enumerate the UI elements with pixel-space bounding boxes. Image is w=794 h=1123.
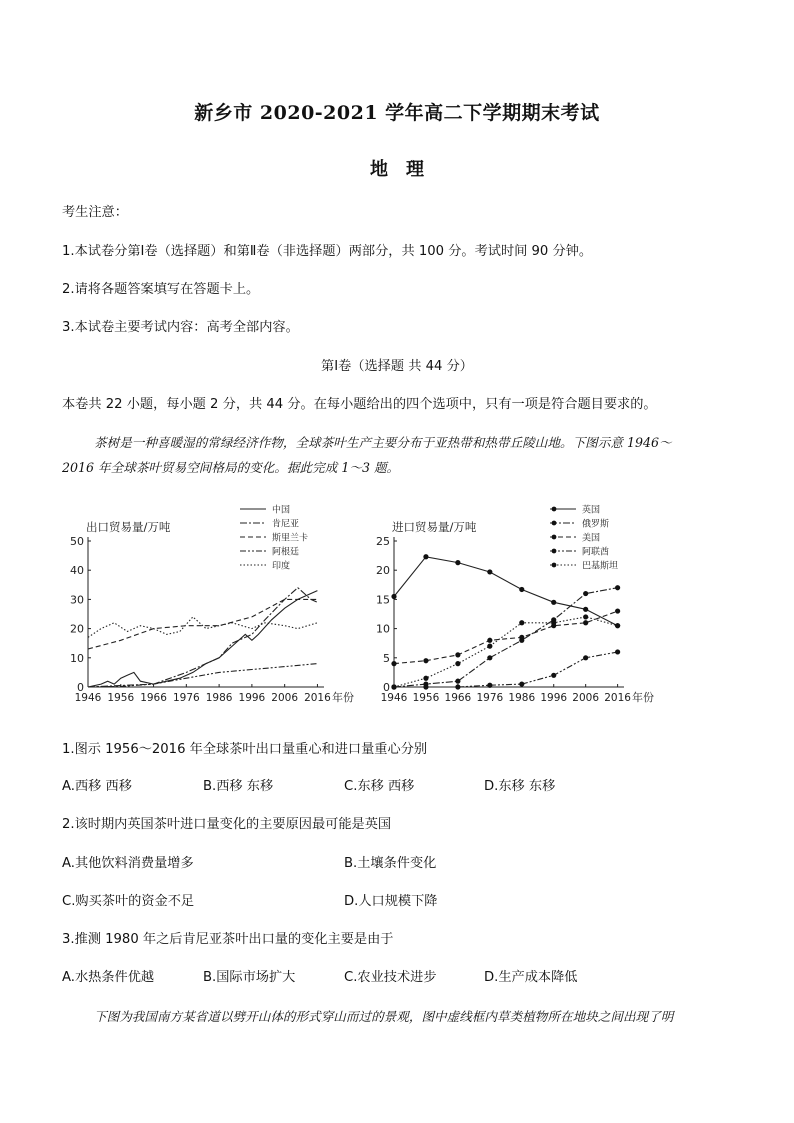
import-data-point: [583, 620, 588, 625]
export-chart: [60, 495, 354, 710]
import-legend-label-3: 美国: [582, 533, 601, 544]
q3-option-a[interactable]: A.水热条件优越: [62, 970, 155, 985]
import-data-point: [519, 620, 524, 625]
import-x-tick-label: 1956: [412, 692, 440, 704]
import-data-point: [551, 620, 556, 625]
import-data-point: [391, 684, 396, 689]
export-x-tick-label: 1976: [172, 692, 200, 704]
export-y-tick-label: 10: [70, 651, 84, 665]
import-y-tick-label: 10: [376, 622, 390, 636]
passage2-line-1: 下图为我国南方某省道以劈开山体的形式穿山而过的景观，图中虚线框内草类植物所在地块之间出现了明: [94, 1009, 674, 1024]
import-y-tick-label: 0: [383, 681, 390, 694]
export-y-tick-label: 50: [70, 535, 84, 548]
notice-item-1: 1.本试卷分第Ⅰ卷（选择题）和第Ⅱ卷（非选择题）两部分，共 100 分。考试时间 90 分钟。: [62, 244, 593, 259]
import-x-tick-label: 2006: [572, 692, 600, 704]
q1-option-a[interactable]: A.西移 西移: [62, 779, 132, 794]
q2-option-d[interactable]: D.人口规模下降: [344, 894, 438, 909]
export-legend-label-5: 印度: [272, 561, 291, 572]
export-y-axis-title: 出口贸易量/万吨: [86, 520, 171, 534]
import-data-point: [551, 673, 556, 678]
import-data-point: [487, 638, 492, 643]
export-series-line-4: [88, 664, 317, 687]
import-data-point: [583, 655, 588, 660]
export-legend-label-1: 中国: [272, 505, 291, 516]
import-x-tick-label: 1996: [540, 692, 568, 704]
import-y-tick-label: 5: [383, 651, 390, 665]
export-x-tick-label: 1946: [74, 692, 102, 704]
import-y-tick-label: 20: [376, 564, 390, 578]
export-legend-label-4: 阿根廷: [272, 547, 300, 558]
import-y-tick-label: 25: [376, 535, 390, 548]
import-data-point: [423, 658, 428, 663]
import-legend-marker: [552, 535, 557, 540]
import-data-point: [391, 594, 396, 599]
export-legend-label-2: 肯尼亚: [272, 519, 300, 530]
q1-option-d[interactable]: D.东移 东移: [484, 779, 556, 794]
notice-heading: 考生注意：: [62, 205, 128, 220]
import-legend-label-1: 英国: [582, 505, 601, 516]
import-x-tick-label: 1976: [476, 692, 504, 704]
notice-item-2: 2.请将各题答案填写在答题卡上。: [62, 282, 260, 297]
import-legend-marker: [552, 563, 557, 568]
import-legend-marker: [552, 549, 557, 554]
import-data-point: [487, 569, 492, 574]
import-y-axis-title: 进口贸易量/万吨: [392, 520, 477, 534]
export-series-line-5: [88, 617, 317, 638]
q2-option-c[interactable]: C.购买茶叶的资金不足: [62, 894, 195, 909]
export-y-tick-label: 30: [70, 593, 84, 607]
import-data-point: [487, 683, 492, 688]
export-x-tick-label: 2006: [271, 692, 299, 704]
import-data-point: [455, 661, 460, 666]
section-instruction: 本卷共 22 小题，每小题 2 分，共 44 分。在每小题给出的四个选项中，只有一项是符合题目要求的。: [62, 397, 657, 412]
import-legend-label-5: 巴基斯坦: [582, 561, 619, 572]
export-x-tick-label: 1956: [107, 692, 135, 704]
export-legend-label-3: 斯里兰卡: [272, 533, 309, 544]
import-legend-label-4: 阿联酋: [582, 547, 610, 558]
q1-option-c[interactable]: C.东移 西移: [344, 779, 415, 794]
import-data-point: [487, 655, 492, 660]
import-data-point: [423, 676, 428, 681]
import-x-tick-label: 1946: [380, 692, 408, 704]
import-legend-marker: [552, 507, 557, 512]
export-y-tick-label: 0: [77, 681, 84, 694]
q2-option-b[interactable]: B.土壤条件变化: [344, 856, 437, 871]
import-data-point: [615, 649, 620, 654]
import-data-point: [423, 684, 428, 689]
q1-option-b[interactable]: B.西移 东移: [203, 779, 274, 794]
section-title: 第Ⅰ卷（选择题 共 44 分）: [321, 359, 473, 374]
import-data-point: [455, 652, 460, 657]
import-data-point: [551, 600, 556, 605]
export-x-tick-label: 1996: [238, 692, 266, 704]
import-data-point: [423, 554, 428, 559]
import-data-point: [487, 644, 492, 649]
q3-option-c[interactable]: C.农业技术进步: [344, 970, 437, 985]
import-y-tick-label: 15: [376, 593, 390, 607]
import-data-point: [615, 585, 620, 590]
import-data-point: [519, 681, 524, 686]
question-1-stem: 1.图示 1956～2016 年全球茶叶出口量重心和进口量重心分别: [62, 742, 428, 757]
export-y-tick-label: 20: [70, 622, 84, 636]
import-x-tick-label: 1986: [508, 692, 536, 704]
q3-option-d[interactable]: D.生产成本降低: [484, 970, 578, 985]
import-series-line-3: [394, 611, 618, 664]
import-data-point: [391, 661, 396, 666]
import-legend-label-2: 俄罗斯: [582, 519, 610, 530]
export-x-tick-label: 2016: [304, 692, 331, 704]
import-data-point: [519, 635, 524, 640]
import-data-point: [583, 614, 588, 619]
question-2-stem: 2.该时期内英国茶叶进口量变化的主要原因最可能是英国: [62, 817, 392, 832]
import-data-point: [455, 684, 460, 689]
import-data-point: [455, 679, 460, 684]
subject-title: 地 理: [370, 159, 424, 180]
import-data-point: [615, 623, 620, 628]
import-x-tick-label: 2016: [604, 692, 631, 704]
export-series-line-1: [88, 591, 317, 687]
export-series-line-3: [88, 599, 317, 649]
export-series-line-2: [88, 588, 317, 687]
import-series-line-2: [394, 588, 618, 687]
import-chart: [368, 495, 658, 710]
question-3-stem: 3.推测 1980 年之后肯尼亚茶叶出口量的变化主要是由于: [62, 932, 394, 947]
import-data-point: [583, 591, 588, 596]
exam-title: 新乡市 2020-2021 学年高二下学期期末考试: [194, 102, 600, 124]
export-x-axis-title: 年份: [332, 691, 354, 704]
import-legend-marker: [552, 521, 557, 526]
import-data-point: [519, 587, 524, 592]
q2-option-a[interactable]: A.其他饮料消费量增多: [62, 856, 194, 871]
import-data-point: [455, 560, 460, 565]
notice-item-3: 3.本试卷主要考试内容：高考全部内容。: [62, 320, 299, 335]
export-y-tick-label: 40: [70, 564, 84, 578]
import-x-tick-label: 1966: [444, 692, 472, 704]
import-data-point: [615, 608, 620, 613]
import-x-axis-title: 年份: [632, 691, 654, 704]
passage-line-1: 茶树是一种喜暖湿的常绿经济作物，全球茶叶生产主要分布于亚热带和热带丘陵山地。下图示意 1946～: [94, 435, 672, 450]
import-data-point: [583, 607, 588, 612]
passage-line-2: 2016 年全球茶叶贸易空间格局的变化。据此完成 1～3 题。: [62, 460, 400, 475]
export-x-tick-label: 1966: [140, 692, 167, 704]
q3-option-b[interactable]: B.国际市场扩大: [203, 970, 296, 985]
export-x-tick-label: 1986: [205, 692, 233, 704]
